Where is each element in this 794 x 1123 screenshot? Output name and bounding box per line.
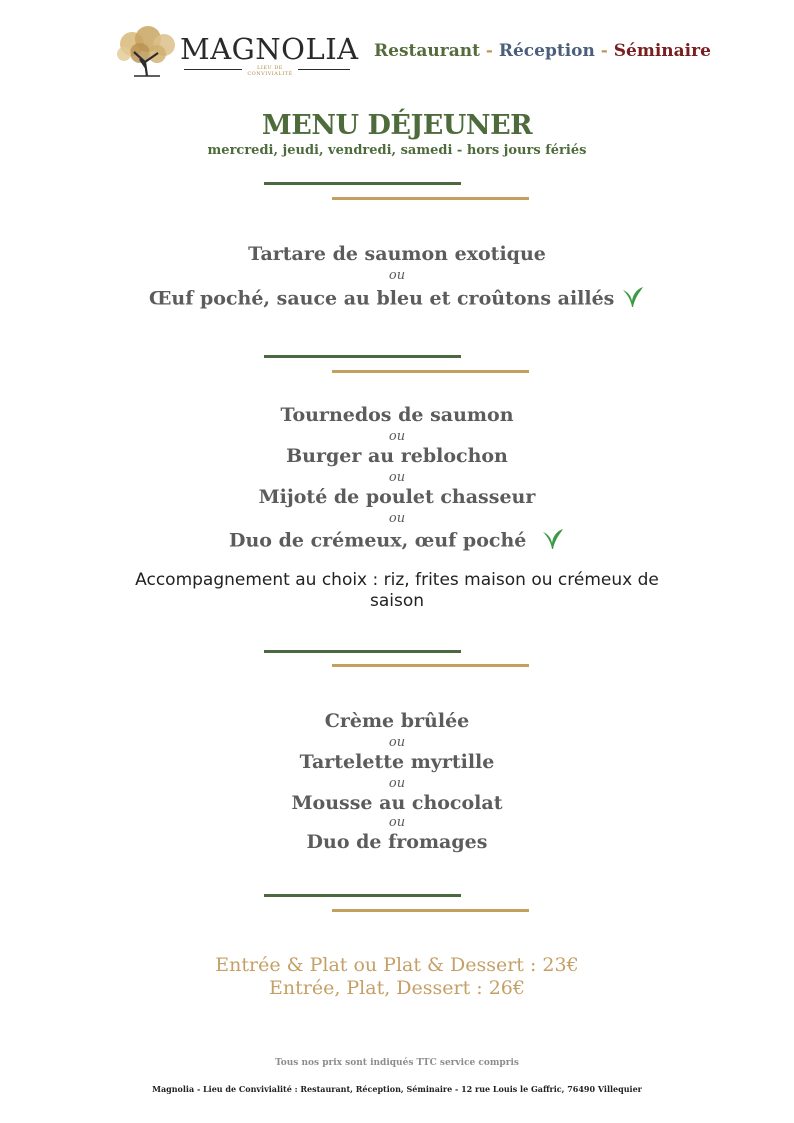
plat-item xyxy=(0,527,794,556)
menu-days: mercredi, jeudi, vendredi, samedi - hors jours fériés xyxy=(207,143,587,158)
plat-item: Tournedos de saumon xyxy=(280,404,514,426)
or-label: ou xyxy=(388,429,406,444)
price-line: Entrée, Plat, Dessert : 26€ xyxy=(269,977,525,999)
magnolia-tree-logo xyxy=(112,26,182,78)
divider-gold xyxy=(332,909,529,912)
plat-item-label: Duo de crémeux, œuf poché xyxy=(229,529,527,552)
plat-item: Mijoté de poulet chasseur xyxy=(258,486,536,508)
divider-green xyxy=(264,894,461,897)
nav-separator: - xyxy=(594,41,614,61)
nav-restaurant: Restaurant xyxy=(374,41,480,61)
divider-gold xyxy=(332,664,529,667)
footer-address: Magnolia - Lieu de Convivialité : Restaurant, Réception, Séminaire - 12 rue Louis le Gaffric, 76490 Villequier xyxy=(152,1084,642,1094)
price-line: Entrée & Plat ou Plat & Dessert : 23€ xyxy=(215,954,579,976)
divider-gold xyxy=(332,370,529,373)
dessert-item: Mousse au chocolat xyxy=(291,792,503,814)
or-label: ou xyxy=(388,511,406,526)
nav-reception: Réception xyxy=(498,41,595,61)
logo-wordmark: MAGNOLIA xyxy=(180,32,359,66)
or-label: ou xyxy=(388,815,406,830)
or-label: ou xyxy=(388,268,406,283)
logo-rule-right xyxy=(298,69,350,70)
header-categories xyxy=(374,41,711,61)
plat-item: Burger au reblochon xyxy=(286,445,508,467)
logo-tagline: LIEU DE CONVIVIALITÉ xyxy=(247,65,293,77)
leaf-icon xyxy=(541,527,565,556)
or-label: ou xyxy=(388,470,406,485)
divider-green xyxy=(264,650,461,653)
divider-green xyxy=(264,355,461,358)
entree-item: Tartare de saumon exotique xyxy=(248,243,546,265)
nav-seminaire: Séminaire xyxy=(613,41,711,61)
or-label: ou xyxy=(388,735,406,750)
divider-green xyxy=(264,182,461,185)
dessert-item: Tartelette myrtille xyxy=(299,751,495,773)
entree-item xyxy=(0,285,794,314)
entree-item-label: Œuf poché, sauce au bleu et croûtons aillés xyxy=(148,287,615,310)
divider-gold xyxy=(332,197,529,200)
dessert-item: Duo de fromages xyxy=(306,831,488,853)
leaf-icon xyxy=(621,285,645,314)
nav-separator: - xyxy=(479,41,499,61)
or-label: ou xyxy=(388,776,406,791)
side-dish-note: Accompagnement au choix : riz, frites maison ou crémeux de saison xyxy=(135,570,659,611)
footer-note: Tous nos prix sont indiqués TTC service compris xyxy=(275,1058,519,1068)
menu-title: MENU DÉJEUNER xyxy=(261,110,533,141)
dessert-item: Crème brûlée xyxy=(324,710,470,732)
logo-rule-left xyxy=(184,69,242,70)
